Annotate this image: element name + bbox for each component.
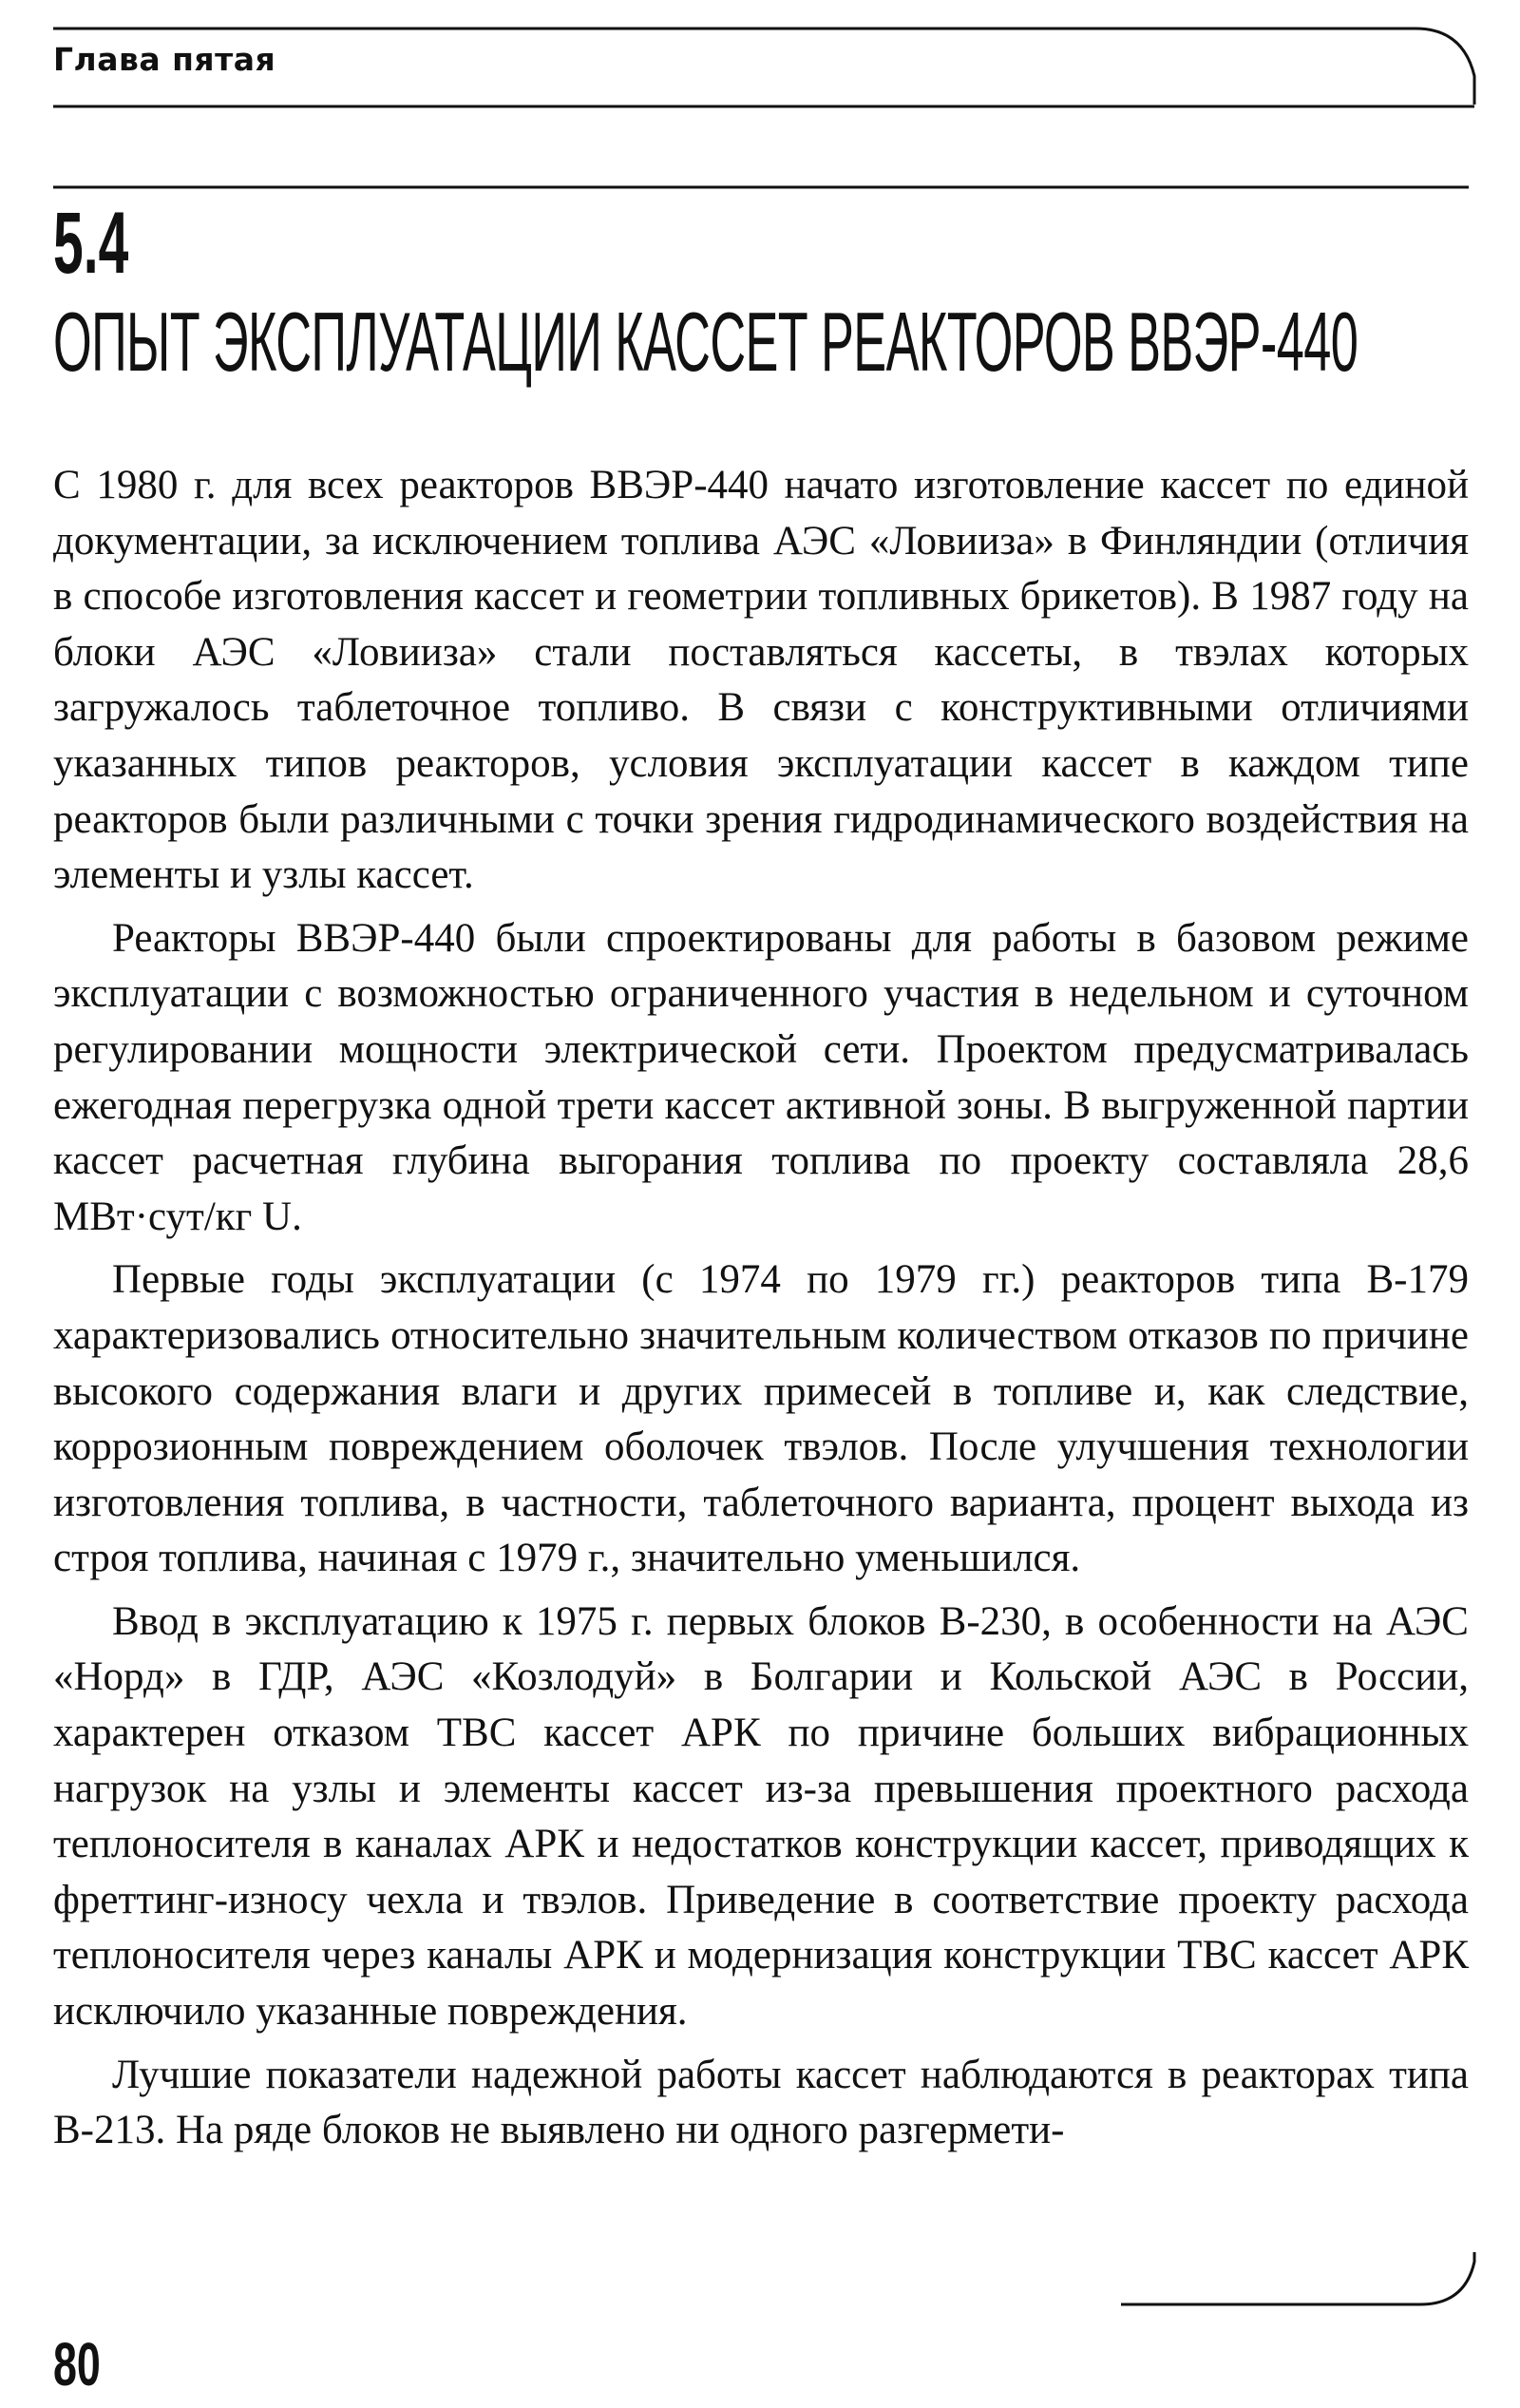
chapter-label: Глава пятая: [53, 41, 276, 78]
paragraph-4: Ввод в эксплуатацию к 1975 г. первых блоков В-230, в особенности на АЭС «Норд» в ГДР, АЭС «Козлодуй» в Болгарии и Кольской АЭС в России, характерен отказом ТВС кассет АРК по причине больших вибрационных нагрузок на узлы и элементы кассет из-за превышения проектного расхода теплоносителя в каналах АРК и недостатков конструкции кассет, приводящих к фреттинг-износу чехла и твэлов. Приведение в соответствие проекту расхода теплоносителя через каналы АРК и модернизация конструкции ТВС кассет АРК исключило указанные повреждения.: [53, 1598, 1469, 2035]
paragraph-1: С 1980 г. для всех реакторов ВВЭР-440 начато изготовление кассет по единой документации, за исключением топлива АЭС «Ловииза» в Финляндии (отличия в способе изготовления кассет и геометрии топливных брикетов). В 1987 году на блоки АЭС «Ловииза» стали поставляться кассеты, в твэлах которых загружалось таблеточное топливо. В связи с конструктивными отличиями указанных типов реакторов, условия эксплуатации кассет в каждом типе реакторов были различными с точки зрения гидродинамического воздействия на элементы и узлы кассет.: [53, 463, 1469, 898]
section-number: 5.4: [53, 195, 129, 292]
section-title: ОПЫТ ЭКСПЛУАТАЦИИ КАССЕТ РЕАКТОРОВ ВВЭР-440: [53, 295, 1358, 389]
body-text: [53, 458, 1469, 2167]
footer-rule: [1121, 2252, 1474, 2304]
paragraph-3: Первые годы эксплуатации (с 1974 по 1979 гг.) реакторов типа В-179 характеризовались относительно значительным количеством отказов по причине высокого содержания влаги и других примесей в топливе и, как следствие, коррозионным повреждением оболочек твэлов. После улучшения технологии изготовления топлива, в частности, таблеточного варианта, процент выхода из строя топлива, начиная с 1979 г., значительно уменьшился.: [53, 1257, 1469, 1581]
paragraph-2: Реакторы ВВЭР-440 были спроектированы для работы в базовом режиме эксплуатации с возможностью ограниченного участия в недельном и суточном регулировании мощности электрической сети. Проектом предусматривалась ежегодная перегрузка одной трети кассет активной зоны. В выгруженной партии кассет расчетная глубина выгорания топлива по проекту составляла 28,6 МВт·сут/кг U.: [53, 915, 1469, 1239]
page-number: 80: [53, 2330, 101, 2398]
paragraph-5: Лучшие показатели надежной работы кассет наблюдаются в реакторах типа В-213. На ряде блоков не выявлено ни одного разгермети-: [53, 2052, 1469, 2153]
